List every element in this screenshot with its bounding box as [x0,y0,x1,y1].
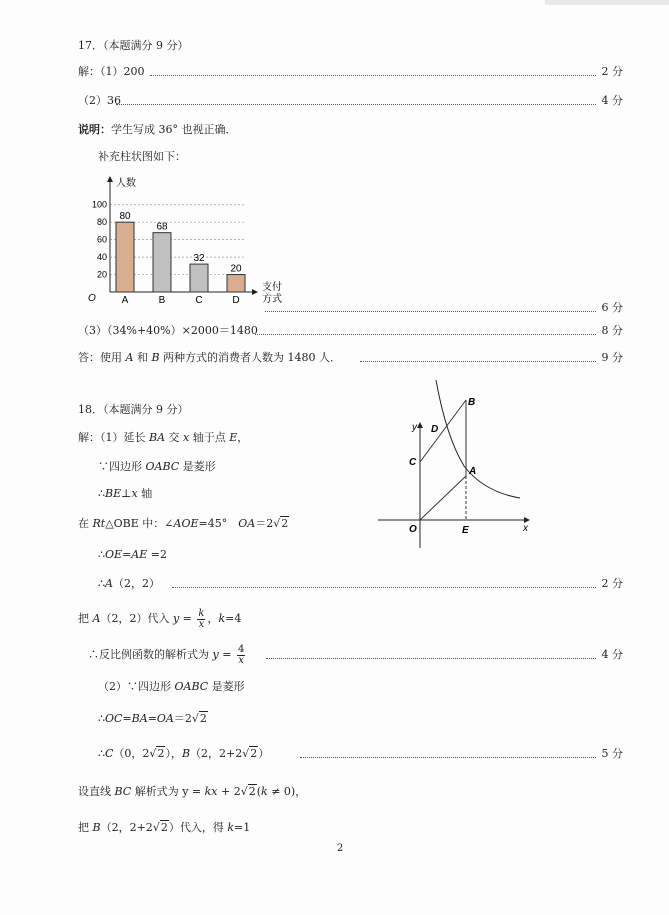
q18-line7-text [78,608,241,630]
math-var: BA [131,712,148,725]
q18-line4-text [78,516,289,532]
math-var: E [229,431,238,444]
q17-chart-score: 6 分 [601,301,623,314]
q18-line1 [0,430,669,446]
q18-line11-text [98,746,269,762]
math-var: k [227,821,234,834]
chart-x-label-line1: 支付 [262,282,282,293]
q18-line6-text [98,576,160,592]
answer-var-a: A [125,351,134,364]
q18-line13-text [78,820,250,836]
leader-dots [150,75,596,76]
chart-origin-label: O [88,293,96,304]
label-b: B [468,397,476,408]
math-var: OC [105,712,123,725]
q17-supp-line [0,149,669,165]
text-part: （2，2）代入 [100,612,173,625]
math-var: AE [131,548,148,561]
text-part: ） [258,747,270,760]
sqrt-sign: √ [191,712,199,725]
q17-note [78,122,237,138]
text-part: ）代入，得 [168,821,228,834]
answer-part: 答：使用 [78,351,126,364]
math-var: BC [114,785,132,798]
y-tick-label: 60 [96,234,107,245]
category-label: D [232,295,240,306]
category-label: A [121,295,129,306]
bar-value-label: 68 [156,221,168,233]
q18-line6-score: 2 分 [601,577,623,590]
math-var: BA [149,431,166,444]
chart-x-label-line2: 方式 [262,294,282,305]
text-part: = [147,712,157,725]
math-var: x [131,487,138,500]
text-part: ∴ [98,487,105,500]
math-var: OA [156,712,174,725]
text-part: ∴ [98,747,105,760]
text-part: 设直线 [78,785,115,798]
bar-c [190,264,208,292]
hyperbola-curve [436,380,520,498]
q18-title: 18．（本题满分 9 分） [78,403,189,416]
math-var: k [261,785,268,798]
q18-line4 [0,516,669,532]
text-part: 轴 [137,487,153,500]
q17-step1-score: 2 分 [601,65,623,78]
numerator: 4 [237,643,245,655]
math-var: B [181,747,191,760]
chart-y-label: 人数 [116,178,136,189]
label-a: A [469,466,477,477]
denominator: x [238,654,244,666]
denominator: x [198,618,205,630]
q17-step3-line [0,323,669,339]
text-part: （2，2+2 [100,821,153,834]
bar-a [116,222,134,292]
text-part: = [218,648,235,661]
text-part: ∴反比例函数的解析式为 [88,648,213,661]
text-part: （2，2） [112,577,160,590]
math-var: AOE [173,517,199,530]
answer-part: 和 [133,351,152,364]
sqrt-radicand: 2 [199,712,207,725]
math-var: OABC [174,680,209,693]
label-e: E [462,525,469,536]
sqrt-radicand: 2 [281,517,289,530]
bar-chart [80,172,295,312]
q18-line8 [0,644,669,666]
note-label: 说明： [78,123,111,136]
text-part: ∴ [98,577,105,590]
text-part: ∴ [98,712,105,725]
leader-dots [266,658,596,659]
math-var: y [172,612,180,625]
q18-line10-text [98,711,208,727]
math-var: A [105,577,113,590]
segment-oa [420,476,466,520]
q18-line1-text [78,430,248,446]
text-part: 是菱形 [179,460,216,473]
math-var: y [212,648,219,661]
text-part: 把 [78,821,93,834]
q17-step2-text: （2）36 [78,94,121,107]
q17-chart-score-line [0,300,669,316]
text-part: 交 [165,431,184,444]
label-d: D [431,424,439,435]
text-part: ）， [165,747,182,760]
bar-value-label: 32 [193,253,205,265]
math-var: C [105,747,114,760]
y-tick-label: 40 [96,252,107,263]
sqrt-radicand: 2 [248,785,256,798]
category-label: B [158,295,166,306]
chart-x-axis-arrow [252,289,258,295]
math-var: OABC [145,460,180,473]
q17-title-line [0,38,669,54]
text-part: ， [237,431,249,444]
leader-dots [172,587,596,588]
text-part: 是菱形 [208,680,245,693]
bar-d [227,275,245,292]
q18-line8-score: 4 分 [601,648,623,661]
text-part: ∴ [98,548,105,561]
text-part: ⊥ [121,487,132,500]
q18-line2-text [98,459,216,475]
text-part: = [179,612,196,625]
q18-title-line [0,402,669,418]
text-part: ≠ 0)， [267,785,307,798]
math-var: B [92,821,101,834]
label-o: O [409,524,417,535]
q17-answer-score: 9 分 [601,351,623,364]
q17-answer-line [0,350,669,366]
q18-line9-text [98,679,245,695]
text-part: （0，2 [113,747,150,760]
q18-line5-text [98,547,167,563]
label-y: y [412,422,417,433]
text-part: =45° [198,517,239,530]
y-tick-label: 100 [91,199,107,210]
sqrt-sign: √ [149,747,157,760]
text-part: 解：（1）延长 [78,431,149,444]
text-part: + 2 [217,785,241,798]
text-part: 轴于点 [189,431,230,444]
q17-step1-text: 解：（1）200 [78,65,145,78]
page-corner-shadow [545,0,669,5]
y-tick-label: 20 [96,269,107,280]
text-part: =2 [147,548,167,561]
math-var: x [183,431,190,444]
q17-title: 17．（本题满分 9 分） [78,39,189,52]
math-var: BE [105,487,122,500]
math-var: OA [238,517,256,530]
text-part: = [122,548,132,561]
q18-line9 [0,679,669,695]
q18-line12-text [78,784,306,800]
q17-step2-line [0,93,669,109]
label-x: x [523,523,528,534]
q18-line3 [0,486,669,502]
text-part: =4 [225,612,242,625]
leader-dots [300,757,596,758]
q18-line13 [0,820,669,836]
text-part: ∵四边形 [98,460,146,473]
math-var: k [218,612,226,625]
text-part: =1 [234,821,251,834]
q17-supp-text: 补充柱状图如下： [98,150,186,163]
note-text: 学生写成 36° 也视正确． [111,123,237,136]
bar-value-label: 20 [230,263,242,275]
coordinate-figure [372,380,537,552]
y-axis-arrow [417,422,423,428]
fraction-k-over-x [197,609,205,630]
text-part: = [122,712,132,725]
bar-b [153,233,171,292]
q18-line2 [0,459,669,475]
sqrt-radicand: 2 [160,821,168,834]
page-number: 2 [336,843,344,854]
q18-line8-text [88,644,247,666]
q17-step2-score: 4 分 [601,94,623,107]
text-part: 在 [78,517,93,530]
category-label: C [195,295,203,306]
leader-dots [360,361,596,362]
q18-line12 [0,784,669,800]
q18-line10 [0,711,669,727]
sqrt-sign: √ [240,785,248,798]
sqrt-sign: √ [273,517,281,530]
q17-note-line [0,122,669,138]
text-part: 把 [78,612,93,625]
text-part: ＝2 [173,712,192,725]
math-var: OE [105,548,123,561]
text-part: 解析式为 y = [131,785,205,798]
leader-dots [265,311,596,312]
math-var: A [92,612,101,625]
text-part: （2）∵四边形 [98,680,175,693]
q18-line11 [0,746,669,762]
y-tick-label: 80 [96,217,107,228]
text-part: ， [207,612,219,625]
math-var: Rt [92,517,106,530]
text-part: △OBE 中：∠ [105,517,174,530]
q18-line11-score: 5 分 [601,747,623,760]
fraction-4-over-x [237,645,245,666]
text-part: ( [256,785,262,798]
answer-part: 两种方式的消费者人数为 1480 人． [159,351,342,364]
bar-value-label: 80 [119,211,131,223]
sqrt-sign: √ [152,821,160,834]
text-part: ＝2 [255,517,274,530]
text-part: （2，2+2 [190,747,243,760]
sqrt-sign: √ [242,747,250,760]
numerator: k [198,607,205,619]
math-var: kx [204,785,218,798]
q17-step3-text: （3）（34%+40%）×2000＝1480 [78,324,258,337]
q17-answer [78,350,341,366]
q18-line3-text [98,486,152,502]
answer-var-b: B [151,351,160,364]
q18-line5 [0,547,669,563]
sqrt-radicand: 2 [157,747,165,760]
label-c: C [409,457,417,468]
sqrt-radicand: 2 [250,747,258,760]
segment-cb [420,400,466,462]
leader-dots [255,334,596,335]
q17-step3-score: 8 分 [601,324,623,337]
q17-step1-line [0,64,669,80]
q18-line6 [0,576,669,592]
chart-y-axis-arrow [107,176,113,182]
leader-dots [116,104,596,105]
q18-line7 [0,608,669,630]
